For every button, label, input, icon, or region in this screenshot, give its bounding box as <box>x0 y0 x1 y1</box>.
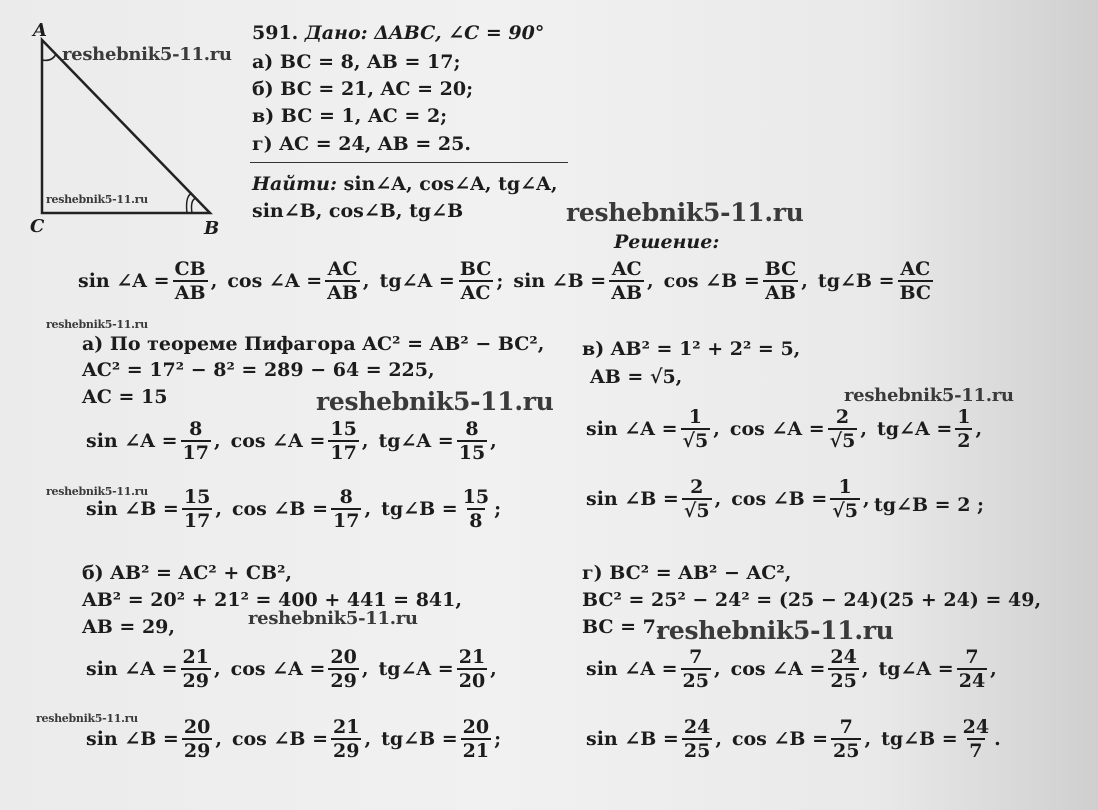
numerator: 21 <box>333 716 360 738</box>
fraction <box>828 646 858 692</box>
dano-label: Дано: <box>304 22 368 44</box>
numerator: 24 <box>683 716 711 738</box>
solution-title: Решение: <box>614 231 720 253</box>
numerator: AC <box>327 258 358 280</box>
numerator: 7 <box>689 646 703 668</box>
problem-header <box>252 22 544 44</box>
separator: ; <box>494 498 502 520</box>
denominator: AB <box>327 282 358 304</box>
fraction <box>957 646 987 692</box>
function-label: tg∠A = <box>876 418 953 440</box>
separator: , <box>863 488 870 510</box>
function-label: sin ∠B = <box>586 728 679 750</box>
numerator: 1 <box>838 476 852 498</box>
watermark: reshebnik5-11.ru <box>62 44 232 65</box>
formula-term <box>78 258 227 304</box>
denominator: BC <box>899 282 932 304</box>
numerator: 8 <box>465 418 479 440</box>
denominator: √5 <box>832 500 858 522</box>
denominator: 29 <box>333 740 360 762</box>
fraction <box>898 258 934 304</box>
function-label: sin ∠B = <box>86 728 179 750</box>
denominator: 17 <box>182 442 209 464</box>
separator: , <box>990 658 997 680</box>
fraction <box>828 406 858 452</box>
fraction <box>457 418 487 464</box>
denominator: √5 <box>682 430 709 452</box>
separator: , <box>975 418 983 440</box>
formula-term <box>86 646 231 692</box>
function-label: sin ∠A = <box>86 658 178 680</box>
separator: , <box>490 430 497 452</box>
function-label: cos ∠A = <box>230 430 326 452</box>
dano-text: ΔABC, ∠C = 90° <box>374 22 545 44</box>
find-text-1: sin∠A, cos∠A, tg∠A, <box>343 173 558 195</box>
numerator: 7 <box>965 646 979 668</box>
numerator: 20 <box>330 646 357 668</box>
separator: , <box>364 498 372 520</box>
function-label: cos ∠B = <box>731 728 829 750</box>
formula-term <box>586 476 731 522</box>
formula-term <box>232 716 381 762</box>
part-g-line-3: BC = 7. <box>582 616 663 638</box>
part-a-line-3: AC = 15 <box>82 386 168 408</box>
separator: , <box>860 418 867 440</box>
fraction <box>328 646 358 692</box>
function-label: sin ∠A = <box>78 270 170 292</box>
numerator: 1 <box>957 406 971 428</box>
part-g-row-angle-a <box>586 646 1007 692</box>
watermark: reshebnik5-11.ru <box>566 198 804 227</box>
fraction <box>325 258 360 304</box>
fraction <box>831 716 861 762</box>
part-a-line-2: AC² = 17² − 8² = 289 − 64 = 225, <box>82 359 435 381</box>
separator: , <box>490 658 497 680</box>
watermark: reshebnik5-11.ru <box>36 712 138 725</box>
watermark: reshebnik5-11.ru <box>656 616 894 645</box>
function-label: cos ∠A = <box>730 658 826 680</box>
numerator: 15 <box>183 486 211 508</box>
denominator: AB <box>174 282 206 304</box>
numerator: 15 <box>330 418 357 440</box>
part-b-line-3: AB = 29, <box>82 616 176 638</box>
separator: , <box>714 488 722 510</box>
separator: , <box>215 728 222 750</box>
formula-term <box>818 258 946 304</box>
watermark: reshebnik5-11.ru <box>248 608 418 629</box>
denominator: 25 <box>833 740 860 762</box>
function-label: sin ∠B = <box>513 270 607 292</box>
fraction <box>458 258 494 304</box>
find-line-1 <box>252 173 557 195</box>
part-b-line-2: AB² = 20² + 21² = 400 + 441 = 841, <box>82 589 462 611</box>
formula-term <box>232 486 381 532</box>
function-label: sin ∠B = <box>86 498 179 520</box>
function-label: tg∠B = <box>817 270 895 292</box>
vertex-c-label: C <box>30 216 45 237</box>
denominator: 2 <box>957 430 971 452</box>
watermark: reshebnik5-11.ru <box>46 193 148 206</box>
fraction <box>181 646 211 692</box>
separator: , <box>210 270 218 292</box>
part-a-row-angle-a <box>86 418 507 464</box>
numerator: 20 <box>183 716 211 738</box>
function-label: cos ∠A = <box>230 658 326 680</box>
angle-a-arc <box>42 54 56 60</box>
numerator: 24 <box>962 716 990 738</box>
formula-term <box>730 406 877 452</box>
numerator: 21 <box>182 646 209 668</box>
watermark: reshebnik5-11.ru <box>46 318 148 331</box>
separator: , <box>864 728 872 750</box>
case-g: г) AC = 24, AB = 25. <box>252 133 471 155</box>
denominator: 25 <box>830 670 857 692</box>
vertex-b-label: B <box>204 218 220 239</box>
separator: , <box>214 658 221 680</box>
denominator: 15 <box>458 442 486 464</box>
function-label: cos ∠A = <box>729 418 825 440</box>
numerator: 8 <box>339 486 353 508</box>
part-v-line-1: в) AB² = 1² + 2² = 5, <box>582 338 801 360</box>
function-label: tg∠A = <box>378 658 454 680</box>
formula-term <box>731 646 879 692</box>
part-g-line-1: г) BC² = AB² − AC², <box>582 562 792 584</box>
formula-term <box>380 258 514 304</box>
function-label: sin ∠A = <box>86 430 178 452</box>
denominator: √5 <box>683 500 710 522</box>
formula-term <box>881 716 1011 762</box>
separator: ; <box>494 728 502 750</box>
denominator: 17 <box>183 510 211 532</box>
function-label: tg∠A = <box>878 658 954 680</box>
numerator: 2 <box>690 476 704 498</box>
denominator: AC <box>460 282 491 304</box>
function-label: tg∠B = <box>381 728 458 750</box>
part-v-line-2: AB = √5, <box>590 366 683 388</box>
fraction <box>173 258 208 304</box>
part-g-row-angle-b <box>586 716 1011 762</box>
numerator: 21 <box>458 646 486 668</box>
part-g-line-2: BC² = 25² − 24² = (25 − 24)(25 + 24) = 49, <box>582 589 1042 611</box>
numerator: 2 <box>835 406 850 428</box>
separator: , <box>361 658 369 680</box>
part-b-line-1: б) AB² = AC² + CB², <box>82 562 293 584</box>
fraction <box>609 258 644 304</box>
fraction <box>461 716 491 762</box>
formula-term <box>731 476 879 522</box>
formula-term <box>86 418 231 464</box>
function-label: cos ∠A = <box>227 270 323 292</box>
separator: , <box>713 418 720 440</box>
definitions-row <box>78 258 946 304</box>
find-line-2: sin∠B, cos∠B, tg∠B <box>252 200 464 222</box>
fraction <box>457 646 487 692</box>
formula-term <box>227 258 379 304</box>
numerator: 8 <box>189 418 203 440</box>
denominator: 25 <box>683 740 711 762</box>
function-label: cos ∠B = <box>231 728 329 750</box>
part-v-row-angle-a <box>586 406 992 452</box>
separator: , <box>715 728 722 750</box>
function-label: tg∠A = <box>378 430 454 452</box>
fraction <box>331 716 361 762</box>
formula-term <box>877 406 992 452</box>
numerator: CB <box>174 258 206 280</box>
formula-term <box>586 406 730 452</box>
separator: , <box>215 498 222 520</box>
vertex-a-label: A <box>33 20 47 41</box>
formula-term <box>381 486 511 532</box>
formula-term <box>231 418 379 464</box>
denominator: AB <box>611 282 643 304</box>
triangle-shape <box>42 40 210 213</box>
fraction <box>682 716 712 762</box>
formula-term <box>732 716 881 762</box>
denominator: 25 <box>682 670 709 692</box>
find-label: Найти: <box>252 173 338 195</box>
fraction <box>830 476 860 522</box>
fraction <box>328 418 358 464</box>
fraction <box>181 418 211 464</box>
numerator: BC <box>459 258 492 280</box>
numerator: BC <box>764 258 797 280</box>
function-label: tg∠A = <box>379 270 455 292</box>
part-a-row-angle-b <box>86 486 511 532</box>
watermark: reshebnik5-11.ru <box>316 387 554 416</box>
formula-term <box>878 646 1006 692</box>
function-label: tg∠B = <box>881 728 958 750</box>
separator: , <box>214 430 221 452</box>
formula-term <box>586 646 731 692</box>
watermark: reshebnik5-11.ru <box>844 385 1014 406</box>
separator: . <box>994 728 1001 750</box>
numerator: AC <box>900 258 931 280</box>
function-label: sin ∠A = <box>586 658 678 680</box>
part-b-row-angle-a <box>86 646 507 692</box>
denominator: 21 <box>462 740 490 762</box>
case-v: в) BC = 1, AC = 2; <box>252 105 448 127</box>
problem-number: 591. <box>252 22 299 44</box>
function-label: tg∠B = <box>381 498 458 520</box>
separator: ; <box>496 270 504 292</box>
formula-term <box>378 646 506 692</box>
fraction <box>461 486 491 532</box>
function-label: sin ∠A = <box>586 418 678 440</box>
denominator: 8 <box>469 510 483 532</box>
numerator: AC <box>611 258 642 280</box>
fraction <box>331 486 361 532</box>
part-b-row-angle-b <box>86 716 511 762</box>
fraction <box>182 716 212 762</box>
denominator: √5 <box>829 430 856 452</box>
formula-term <box>664 258 818 304</box>
numerator: 7 <box>839 716 853 738</box>
fraction <box>681 406 711 452</box>
formula-term <box>378 418 506 464</box>
case-a: а) BC = 8, AB = 17; <box>252 51 461 73</box>
separator: , <box>801 270 808 292</box>
function-label: cos ∠B = <box>663 270 760 292</box>
separator: , <box>714 658 721 680</box>
denominator: 29 <box>183 740 211 762</box>
denominator: 17 <box>330 442 357 464</box>
formula-term <box>381 716 511 762</box>
watermark: reshebnik5-11.ru <box>46 485 148 498</box>
fraction <box>681 646 711 692</box>
fraction <box>961 716 991 762</box>
separator: , <box>647 270 654 292</box>
part-v-row-angle-b <box>586 476 880 522</box>
separator: , <box>861 658 869 680</box>
denominator: 29 <box>330 670 357 692</box>
formula-term <box>586 716 732 762</box>
numerator: 1 <box>688 406 703 428</box>
fraction <box>682 476 712 522</box>
fraction <box>182 486 212 532</box>
denominator: 20 <box>458 670 486 692</box>
numerator: 24 <box>830 646 857 668</box>
denominator: 24 <box>958 670 986 692</box>
denominator: 29 <box>182 670 209 692</box>
fraction <box>955 406 972 452</box>
function-label: cos ∠B = <box>231 498 329 520</box>
separator: , <box>361 430 369 452</box>
separator: , <box>364 728 372 750</box>
part-v-tg-b: tg∠B = 2 ; <box>874 494 985 516</box>
fraction <box>763 258 799 304</box>
function-label: cos ∠B = <box>731 488 828 510</box>
denominator: 7 <box>969 740 983 762</box>
denominator: 17 <box>333 510 360 532</box>
angle-b-arc <box>192 198 197 213</box>
given-divider <box>250 162 568 163</box>
numerator: 20 <box>462 716 490 738</box>
case-b: б) BC = 21, AC = 20; <box>252 78 474 100</box>
formula-term <box>231 646 379 692</box>
formula-term <box>513 258 663 304</box>
numerator: 15 <box>462 486 490 508</box>
separator: , <box>362 270 370 292</box>
function-label: sin ∠B = <box>586 488 679 510</box>
part-a-line-1: а) По теореме Пифагора AC² = AB² − BC², <box>82 333 545 355</box>
denominator: AB <box>765 282 796 304</box>
